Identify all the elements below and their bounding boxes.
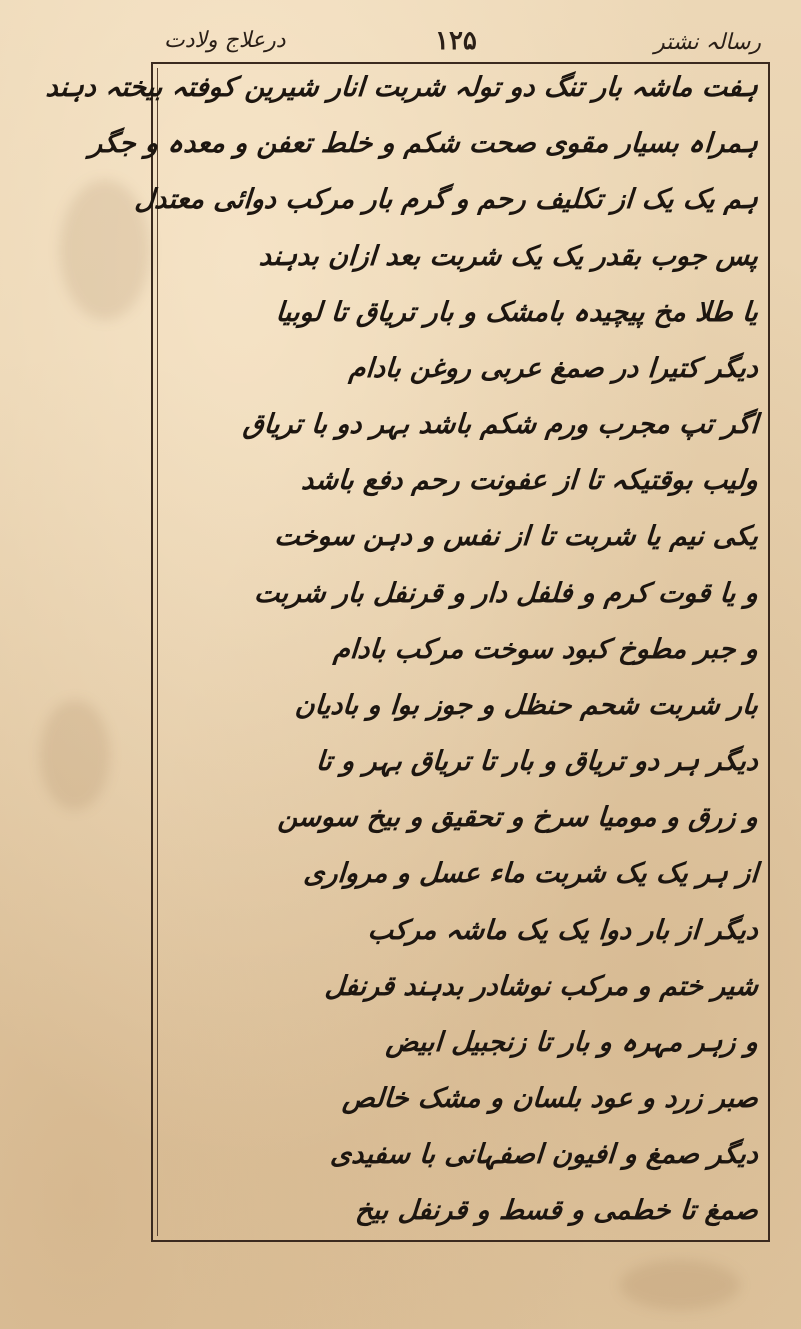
text-line: و زرق و مومیا سرخ و تحقیق و بیخ سوسن [276,802,760,834]
text-line: ولیب بوقتیکہ تا از عفونت رحم دفع باشد [300,465,760,497]
running-head-left: درعلاج ولادت [164,28,286,53]
text-line: صبر زرد و عود بلسان و مشک خالص [341,1083,760,1115]
text-line: دیگر کتیرا در صمغ عربی روغن بادام [347,352,760,384]
text-line: و زہر مہرہ و بار تا زنجبیل ابیض [384,1026,760,1058]
text-line: ہمراہ بسیار مقوی صحت شکم و خلط تعفن و معدہ و جگر [88,128,760,160]
text-line: یکی نیم یا شربت تا از نفس و دہن سوخت [273,521,760,553]
text-line: اگر تپ مجرب ورم شکم باشد بہر دو با تریاق [241,409,760,441]
text-line: ہم یک یک از تکلیف رحم و گرم بار مرکب دوائی معتدل [133,184,760,216]
text-line: و جبر مطوخ کبود سوخت مرکب بادام [332,633,760,665]
text-line: ہفت ماشہ بار تنگ دو تولہ شربت انار شیرین کوفتہ بیختہ دہند [44,72,760,103]
page-number: ۱۲۵ [435,26,477,56]
text-line: از ہر یک یک شربت ماء عسل و مرواری [302,858,760,890]
text-line: پس جوب بقدر یک یک شربت بعد ازان بدہند [258,240,760,272]
paper-stain [620,1260,740,1310]
page-header [150,22,771,62]
text-line: صمغ تا خطمی و قسط و قرنفل بیخ [354,1195,760,1227]
text-line: دیگر از بار دوا یک یک ماشہ مرکب [366,914,760,946]
text-frame [44,62,770,1242]
paper-stain [40,700,110,810]
text-line: و یا قوت کرم و فلفل دار و قرنفل بار شربت [253,577,760,609]
text-line: شیر ختم و مرکب نوشادر بدہند قرنفل [323,970,760,1002]
text-line: یا طلا مخ پیچیدہ بامشک و بار تریاق تا لوبیا [274,296,760,328]
manuscript-text [44,70,760,1230]
text-line: بار شربت شحم حنظل و جوز بوا و بادیان [293,689,760,721]
text-line: دیگر صمغ و افیون اصفہانی با سفیدی [329,1139,760,1171]
text-line: دیگر ہر دو تریاق و بار تا تریاق بہر و تا [315,746,760,778]
running-head-right: رسالہ نشتر [654,30,761,55]
